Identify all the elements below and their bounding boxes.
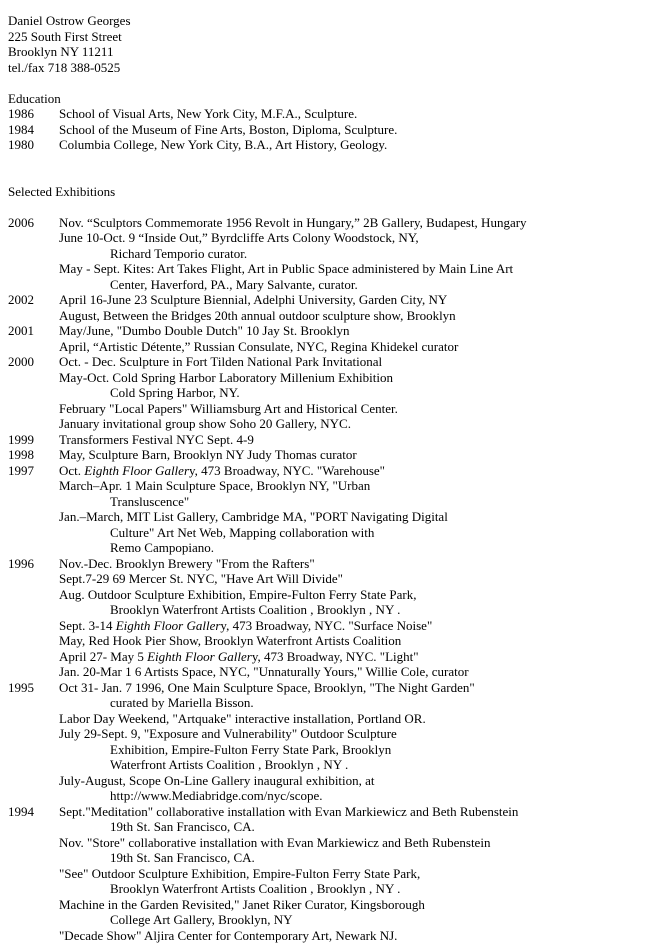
exhibition-continuation: Culture" Art Net Web, Mapping collaboration with [110,524,375,540]
entry-text [59,649,644,665]
entry-text: July-August, Scope On-Line Gallery inaugural exhibition, at [59,772,375,788]
entry-year: 1996 [8,555,34,571]
entry-year [8,587,59,603]
entry-text: Sept."Meditation" collaborative installation with Evan Markiewicz and Beth Rubenstein [59,803,519,819]
entry-year [8,835,59,851]
exhibition-entry [8,401,644,417]
exhibition-continuation: Exhibition, Empire-Fulton Ferry State Park, Brooklyn [110,741,392,757]
exhibition-continuation: http://www.Mediabridge.com/nyc/scope. [110,788,323,803]
entry-year [8,230,59,246]
entry-year [8,509,59,525]
exhibition-entry [8,261,644,277]
exhibition-entry [8,339,644,355]
entry-text: "Decade Show" Aljira Center for Contemporary Art, Newark NJ. [59,927,398,943]
resume-document [8,13,644,943]
exhibition-continuation: College Art Gallery, Brooklyn, NY [110,912,293,927]
education-entry [8,122,644,138]
exhibition-continuation: Waterfront Artists Coalition , Brooklyn , NY . [110,757,349,772]
entry-year [8,308,59,324]
education-entry [8,106,644,122]
entry-text-pre: April 27- May 5 [59,648,148,664]
exhibition-entry [8,571,644,587]
exhibition-entry [8,416,644,432]
entry-year: 1999 [8,431,34,447]
entry-text: Oct 31- Jan. 7 1996, One Main Sculpture Space, Brooklyn, "The Night Garden" [59,679,475,695]
exhibitions-list [8,215,644,944]
entry-year [8,649,59,665]
entry-text: May, Red Hook Pier Show, Brooklyn Waterfront Artists Coalition [59,633,402,648]
exhibition-entry [8,928,644,944]
exhibition-entry [8,587,644,603]
exhibition-entry [8,556,644,572]
entry-year [8,773,59,789]
entry-text: School of Visual Arts, New York City, M.F.A., Sculpture. [59,106,358,121]
exhibition-entry [8,509,644,525]
entry-text: June 10-Oct. 9 “Inside Out,” Byrdcliffe Arts Colony Woodstock, NY, [59,230,419,245]
entry-year [8,897,59,913]
contact-block [8,13,644,75]
entry-year [8,339,59,355]
exhibition-entry [8,432,644,448]
entry-year: 1986 [8,106,34,121]
entry-year: 1984 [8,121,34,137]
spacer [8,75,644,91]
exhibition-entry [8,726,644,742]
exhibition-continuation: 19th St. San Francisco, CA. [110,819,255,834]
entry-text: April, “Artistic Détente,” Russian Consulate, NYC, Regina Khidekel curator [59,338,459,354]
entry-year: 2006 [8,214,34,230]
exhibition-continuation: Center, Haverford, PA., Mary Salvante, curator. [110,276,358,292]
exhibition-entry [8,354,644,370]
entry-text: Labor Day Weekend, "Artquake" interactive installation, Portland OR. [59,710,426,726]
exhibition-entry [8,370,644,386]
entry-year: 1997 [8,462,34,478]
exhibition-continuation: curated by Mariella Bisson. [110,695,254,710]
street-address: 225 South First Street [8,28,122,44]
entry-text: Sept.7-29 69 Mercer St. NYC, "Have Art Will Divide" [59,571,343,586]
entry-text [59,618,644,634]
entry-year [8,928,59,944]
entry-text: Nov.-Dec. Brooklyn Brewery "From the Rafters" [59,555,315,571]
exhibition-entry [8,478,644,494]
entry-text: Aug. Outdoor Sculpture Exhibition, Empire-Fulton Ferry State Park, [59,586,417,602]
exhibition-entry [8,649,644,665]
entry-year [8,261,59,277]
spacer [8,199,644,215]
entry-text: April 16-June 23 Sculpture Biennial, Adelphi University, Garden City, NY [59,292,448,307]
entry-text: Jan.–March, MIT List Gallery, Cambridge MA, "PORT Navigating Digital [59,509,448,524]
exhibition-entry [8,463,644,479]
entry-text: Machine in the Garden Revisited," Janet Riker Curator, Kingsborough [59,896,425,912]
entry-text: Oct. - Dec. Sculpture in Fort Tilden National Park Invitational [59,354,383,369]
entry-year: 2000 [8,354,34,369]
entry-text: March–Apr. 1 Main Sculpture Space, Brooklyn NY, "Urban [59,478,371,493]
education-section [8,91,644,153]
exhibition-continuation: 19th St. San Francisco, CA. [110,850,255,865]
entry-year [8,416,59,432]
exhibition-entry [8,664,644,680]
spacer [8,153,644,184]
education-entry [8,137,644,153]
entry-text: May/June, "Dumbo Double Dutch" 10 Jay St. Brooklyn [59,323,350,338]
exhibitions-section [8,184,644,944]
entry-year: 1980 [8,137,34,152]
gallery-name-italic: Eighth Floor Galler [84,462,189,478]
entry-text [59,463,644,479]
entry-year: 1994 [8,803,34,819]
entry-text: School of the Museum of Fine Arts, Boston, Diploma, Sculpture. [59,121,398,137]
education-list [8,106,644,153]
exhibition-continuation: Brooklyn Waterfront Artists Coalition , Brooklyn , NY . [110,881,401,896]
exhibition-continuation: Remo Campopiano. [110,540,214,555]
exhibition-entry [8,835,644,851]
entry-text: August, Between the Bridges 20th annual outdoor sculpture show, Brooklyn [59,307,456,323]
entry-text-post: y, 473 Broadway, NYC. "Light" [251,648,419,664]
exhibition-continuation: Cold Spring Harbor, NY. [110,385,240,400]
exhibition-continuation: Transluscence" [110,493,190,509]
entry-year: 2001 [8,323,34,338]
entry-text: "See" Outdoor Sculpture Exhibition, Empire-Fulton Ferry State Park, [59,865,421,881]
exhibition-entry [8,773,644,789]
entry-text: Jan. 20-Mar 1 6 Artists Space, NYC, "Unnaturally Yours," Willie Cole, curator [59,664,469,679]
entry-year: 2002 [8,292,34,307]
entry-year [8,726,59,742]
entry-year [8,633,59,649]
exhibition-entry [8,897,644,913]
entry-text: July 29-Sept. 9, "Exposure and Vulnerability" Outdoor Sculpture [59,726,397,741]
entry-text: Transformers Festival NYC Sept. 4-9 [59,431,254,447]
entry-text-post: y, 473 Broadway, NYC. "Warehouse" [189,462,385,478]
entry-year [8,478,59,494]
exhibition-continuation: Richard Temporio curator. [110,245,248,261]
entry-text-post: y, 473 Broadway, NYC. "Surface Noise" [220,617,433,633]
entry-text-pre: Oct. [59,462,85,478]
exhibition-entry [8,680,644,696]
exhibition-entry [8,866,644,882]
exhibition-entry [8,711,644,727]
city-zip: Brooklyn NY 11211 [8,44,114,59]
entry-text: Nov. “Sculptors Commemorate 1956 Revolt in Hungary,” 2B Gallery, Budapest, Hungary [59,214,527,230]
entry-year [8,370,59,386]
entry-year [8,618,59,634]
exhibition-entry [8,230,644,246]
exhibition-entry [8,618,644,634]
gallery-name-italic: Eighth Floor Galler [115,617,221,633]
entry-text: January invitational group show Soho 20 Gallery, NYC. [59,416,351,431]
exhibition-entry [8,804,644,820]
gallery-name-italic: Eighth Floor Galler [147,648,252,664]
entry-text-pre: Sept. 3-14 [59,617,116,633]
entry-text: Nov. "Store" collaborative installation with Evan Markiewicz and Beth Rubenstein [59,834,491,850]
entry-year: 1995 [8,679,34,695]
entry-text: May, Sculpture Barn, Brooklyn NY Judy Thomas curator [59,447,357,462]
exhibition-continuation: Brooklyn Waterfront Artists Coalition , Brooklyn , NY . [110,602,401,617]
exhibition-entry [8,292,644,308]
entry-year: 1998 [8,447,34,462]
education-heading: Education [8,90,61,106]
entry-year [8,711,59,727]
artist-name: Daniel Ostrow Georges [8,13,131,28]
entry-year [8,571,59,587]
entry-text: February "Local Papers" Williamsburg Art and Historical Center. [59,400,398,416]
exhibition-entry [8,633,644,649]
entry-year [8,866,59,882]
entry-year [8,401,59,417]
exhibition-entry [8,308,644,324]
phone-fax: tel./fax 718 388-0525 [8,59,121,75]
entry-text: Columbia College, New York City, B.A., Art History, Geology. [59,137,388,152]
exhibitions-heading: Selected Exhibitions [8,183,116,199]
exhibition-entry [8,215,644,231]
exhibition-entry [8,447,644,463]
entry-year [8,664,59,680]
entry-text: May - Sept. Kites: Art Takes Flight, Art in Public Space administered by Main Line Art [59,261,514,276]
exhibition-entry [8,323,644,339]
entry-text: May-Oct. Cold Spring Harbor Laboratory Millenium Exhibition [59,369,393,385]
